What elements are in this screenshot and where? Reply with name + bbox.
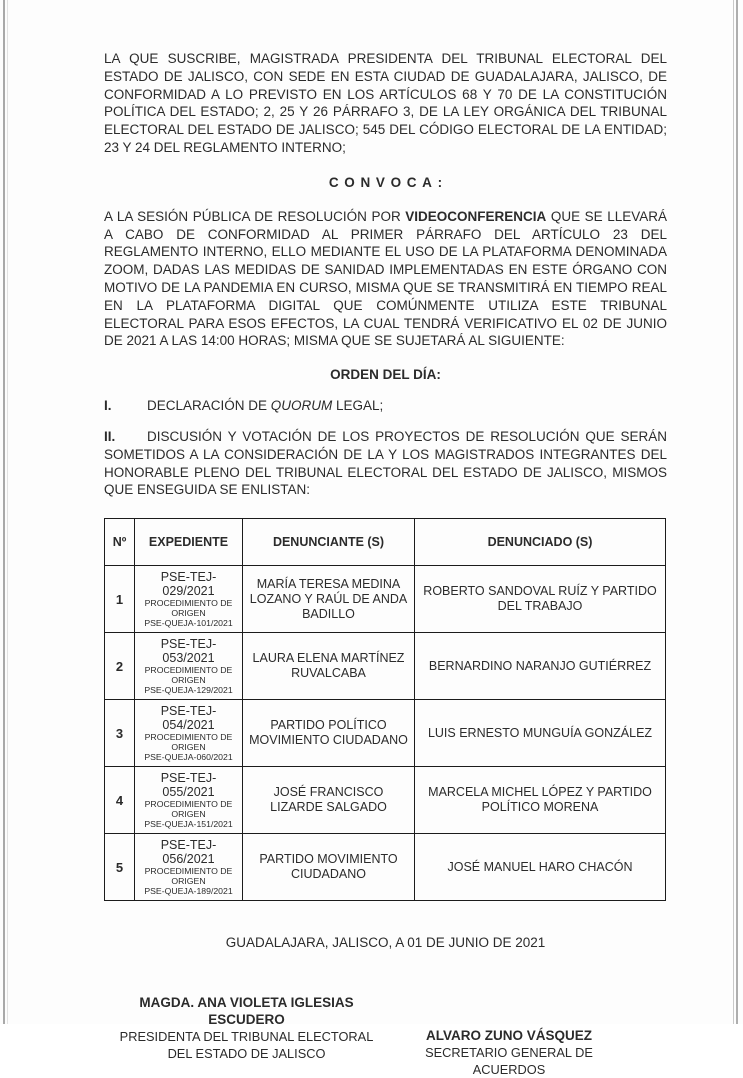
expediente-cell bbox=[135, 700, 243, 767]
agenda-item-1-text-post: LEGAL; bbox=[332, 398, 384, 414]
queja-id: PSE-QUEJA-189/2021 bbox=[144, 886, 233, 897]
queja-id: PSE-QUEJA-129/2021 bbox=[144, 685, 233, 696]
expediente-cell bbox=[135, 834, 243, 901]
secretario-title: SECRETARIO GENERAL DE ACUERDOS bbox=[425, 1045, 593, 1078]
orden-del-dia-heading: ORDEN DEL DÍA: bbox=[330, 367, 441, 383]
convoca-heading: CONVOCA: bbox=[328, 174, 448, 190]
expediente-cell bbox=[135, 633, 243, 700]
signature-block-presidenta bbox=[104, 994, 389, 1062]
table-row bbox=[105, 566, 666, 633]
table-header-row bbox=[105, 519, 666, 566]
denunciado-cell: ROBERTO SANDOVAL RUÍZ Y PARTIDO DEL TRABAJO bbox=[415, 566, 666, 633]
denunciante-cell: LAURA ELENA MARTÍNEZ RUVALCABA bbox=[243, 633, 415, 700]
expediente-cell bbox=[135, 566, 243, 633]
session-paragraph bbox=[104, 208, 667, 350]
agenda-item-1-text-pre: DECLARACIÓN DE bbox=[147, 398, 271, 414]
row-number: 1 bbox=[105, 566, 135, 633]
procedimiento-origen-label: PROCEDIMIENTO DE ORIGEN bbox=[144, 665, 233, 686]
opening-paragraph: LA QUE SUSCRIBE, MAGISTRADA PRESIDENTA DEL TRIBUNAL ELECTORAL DEL ESTADO DE JALISCO, CON SEDE EN ESTA CIUDAD DE GUADALAJARA, JALISCO, DE CONFORMIDAD A LO PREVISTO EN LOS ARTÍCULOS 68 Y 70 DE LA CONSTITUCIÓN POLÍTICA DEL ESTADO; 2, 25 Y 26 PÁRRAFO 3, DE LA LEY ORGÁNICA DEL TRIBUNAL ELECTORAL DEL ESTADO DE JALISCO; 545 DEL CÓDIGO ELECTORAL DE LA ENTIDAD; 23 Y 24 DEL REGLAMENTO INTERNO; bbox=[104, 51, 667, 155]
presidenta-title-line-2: DEL ESTADO DE JALISCO bbox=[167, 1046, 326, 1062]
denunciado-cell: LUIS ERNESTO MUNGUÍA GONZÁLEZ bbox=[415, 700, 666, 767]
queja-id: PSE-QUEJA-151/2021 bbox=[144, 819, 233, 830]
row-number: 5 bbox=[105, 834, 135, 901]
table-row bbox=[105, 633, 666, 700]
denunciado-cell: BERNARDINO NARANJO GUTIÉRREZ bbox=[415, 633, 666, 700]
scan-edge-line-right-outer bbox=[736, 0, 738, 1024]
agenda-item-2-number: II. bbox=[104, 428, 116, 444]
row-number: 3 bbox=[105, 700, 135, 767]
table-row bbox=[105, 700, 666, 767]
denunciado-cell: MARCELA MICHEL LÓPEZ Y PARTIDO POLÍTICO MORENA bbox=[415, 767, 666, 834]
expediente-id: PSE-TEJ-029/2021 bbox=[160, 570, 217, 599]
header-denunciante: DENUNCIANTE (S) bbox=[243, 519, 415, 566]
header-denunciado: DENUNCIADO (S) bbox=[415, 519, 666, 566]
expediente-cell bbox=[135, 767, 243, 834]
secretario-name: ALVARO ZUNO VÁSQUEZ bbox=[425, 1028, 592, 1044]
session-paragraph-pre: A LA SESIÓN PÚBLICA DE RESOLUCIÓN POR bbox=[104, 208, 406, 224]
expediente-id: PSE-TEJ-055/2021 bbox=[160, 771, 217, 800]
expediente-id: PSE-TEJ-056/2021 bbox=[160, 838, 217, 867]
denunciado-cell: JOSÉ MANUEL HARO CHACÓN bbox=[415, 834, 666, 901]
row-number: 2 bbox=[105, 633, 135, 700]
quorum-italic: QUORUM bbox=[270, 398, 333, 414]
presidenta-name: MAGDA. ANA VIOLETA IGLESIAS ESCUDERO bbox=[139, 995, 354, 1028]
denunciante-cell: MARÍA TERESA MEDINA LOZANO Y RAÚL DE ANDA BADILLO bbox=[243, 566, 415, 633]
expediente-id: PSE-TEJ-053/2021 bbox=[160, 637, 217, 666]
scan-edge-line-left-outer bbox=[3, 0, 5, 1024]
agenda-item-2-text: DISCUSIÓN Y VOTACIÓN DE LOS PROYECTOS DE RESOLUCIÓN QUE SERÁN SOMETIDOS A LA CONSIDERACIÓN DE LA Y LOS MAGISTRADOS INTEGRANTES DEL HONORABLE PLENO DEL TRIBUNAL ELECTORAL DEL ESTADO DE JALISCO, MISMOS QUE ENSEGUIDA SE ENLISTAN: bbox=[104, 428, 667, 498]
scan-edge-line-right-inner bbox=[733, 0, 734, 1024]
procedimiento-origen-label: PROCEDIMIENTO DE ORIGEN bbox=[144, 598, 233, 619]
videoconferencia-emphasis: VIDEOCONFERENCIA bbox=[405, 208, 547, 224]
procedimiento-origen-label: PROCEDIMIENTO DE ORIGEN bbox=[144, 866, 233, 887]
denunciante-cell: JOSÉ FRANCISCO LIZARDE SALGADO bbox=[243, 767, 415, 834]
signature-section bbox=[104, 994, 667, 1078]
document-body bbox=[104, 0, 667, 1078]
procedimiento-origen-label: PROCEDIMIENTO DE ORIGEN bbox=[144, 799, 233, 820]
presidenta-title-line-1: PRESIDENTA DEL TRIBUNAL ELECTORAL bbox=[119, 1029, 374, 1045]
agenda-item-1-number: I. bbox=[104, 398, 112, 414]
agenda-item-1 bbox=[104, 397, 667, 415]
header-numero: Nº bbox=[105, 519, 135, 566]
denunciante-cell: PARTIDO POLÍTICO MOVIMIENTO CIUDADANO bbox=[243, 700, 415, 767]
table-row bbox=[105, 767, 666, 834]
queja-id: PSE-QUEJA-101/2021 bbox=[144, 618, 233, 629]
header-expediente: EXPEDIENTE bbox=[135, 519, 243, 566]
agenda-item-2 bbox=[104, 428, 667, 499]
date-place-line: GUADALAJARA, JALISCO, A 01 DE JUNIO DE 2021 bbox=[225, 935, 546, 951]
signature-block-secretario bbox=[389, 1027, 629, 1078]
table-row bbox=[105, 834, 666, 901]
scan-edge-line-left-inner bbox=[7, 0, 8, 1024]
procedimiento-origen-label: PROCEDIMIENTO DE ORIGEN bbox=[144, 732, 233, 753]
session-paragraph-post: QUE SE LLEVARÁ A CABO DE CONFORMIDAD AL PRIMER PÁRRAFO DEL ARTÍCULO 23 DEL REGLAMENTO INTERNO, ELLO MEDIANTE EL USO DE LA PLATAFORMA DENOMINADA ZOOM, DADAS LAS MEDIDAS DE SANIDAD IMPLEMENTADAS EN ESTE ÓRGANO CON MOTIVO DE LA PANDEMIA EN CURSO, MISMA QUE SE TRANSMITIRÁ EN TIEMPO REAL EN LA PLATAFORMA DIGITAL QUE COMÚNMENTE UTILIZA ESTE TRIBUNAL ELECTORAL PARA ESOS EFECTOS, LA CUAL TENDRÁ VERIFICATIVO EL 02 DE JUNIO DE 2021 A LAS 14:00 HORAS; MISMA QUE SE SUJETARÁ AL SIGUIENTE: bbox=[104, 208, 668, 349]
row-number: 4 bbox=[105, 767, 135, 834]
denunciante-cell: PARTIDO MOVIMIENTO CIUDADANO bbox=[243, 834, 415, 901]
cases-table bbox=[104, 518, 666, 901]
queja-id: PSE-QUEJA-060/2021 bbox=[144, 752, 233, 763]
expediente-id: PSE-TEJ-054/2021 bbox=[160, 704, 217, 733]
